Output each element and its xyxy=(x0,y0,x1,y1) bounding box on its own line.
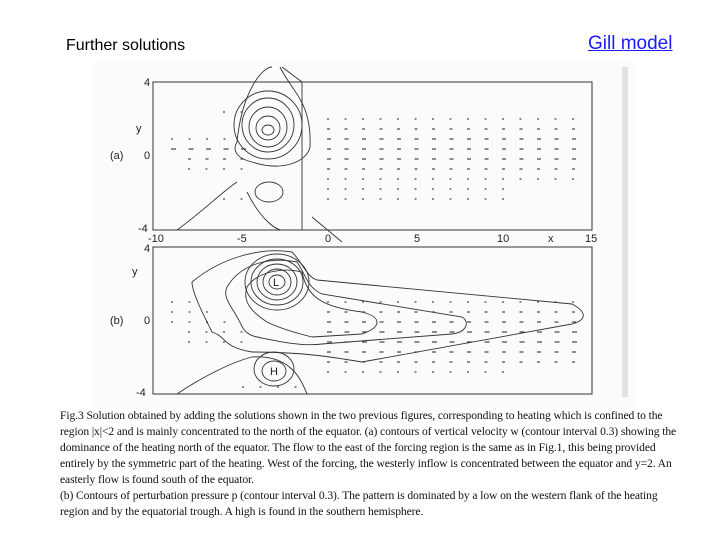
slide-title: Further solutions xyxy=(66,37,186,54)
x-tick: 0 xyxy=(325,233,332,245)
figure-caption-paragraph-2: (b) Contours of perturbation pressure p (contour interval 0.3). The pattern is dominated by a low on the western flank of the heating region and by the equatorial trough. A high is found in the southern hemisphere. xyxy=(60,489,658,518)
y-axis-label: y xyxy=(132,266,138,278)
x-axis-label: x xyxy=(548,233,554,245)
gill-model-link[interactable]: Gill model xyxy=(588,33,673,54)
x-tick: 5 xyxy=(414,233,421,245)
x-tick: -5 xyxy=(237,233,247,245)
y-axis-label: y xyxy=(136,123,142,135)
high-marker: H xyxy=(270,366,278,378)
panel-a-label: (a) xyxy=(110,150,124,162)
y-tick: 4 xyxy=(144,77,151,89)
y-tick: -4 xyxy=(138,223,148,235)
low-marker: L xyxy=(273,277,280,289)
x-tick: 15 xyxy=(585,233,598,245)
figure-caption-paragraph-1: Fig.3 Solution obtained by adding the solutions shown in the two previous figures, corresponding to heating which is confined to the region |x|<2 and is mainly concentrated to the north of the equator. (a) contours of vertical velocity w (contour interval 0.3) showing the dominance of the heating north of the equator. The flow to the east of the forcing region is the same as in Fig.1, this being provided entirely by the symmetric part of the heating. West of the forcing, the westerly inflow is concentrated between the equator and y=2. An easterly flow is found south of the equator. xyxy=(60,409,677,486)
figure-gill-model-solution xyxy=(92,62,637,407)
y-tick: -4 xyxy=(136,387,146,399)
panel-b-label: (b) xyxy=(110,315,124,327)
y-tick: 0 xyxy=(144,315,151,327)
x-tick: 10 xyxy=(497,233,510,245)
x-tick: -10 xyxy=(148,233,164,245)
y-tick: 4 xyxy=(144,243,151,255)
y-tick: 0 xyxy=(144,150,151,162)
